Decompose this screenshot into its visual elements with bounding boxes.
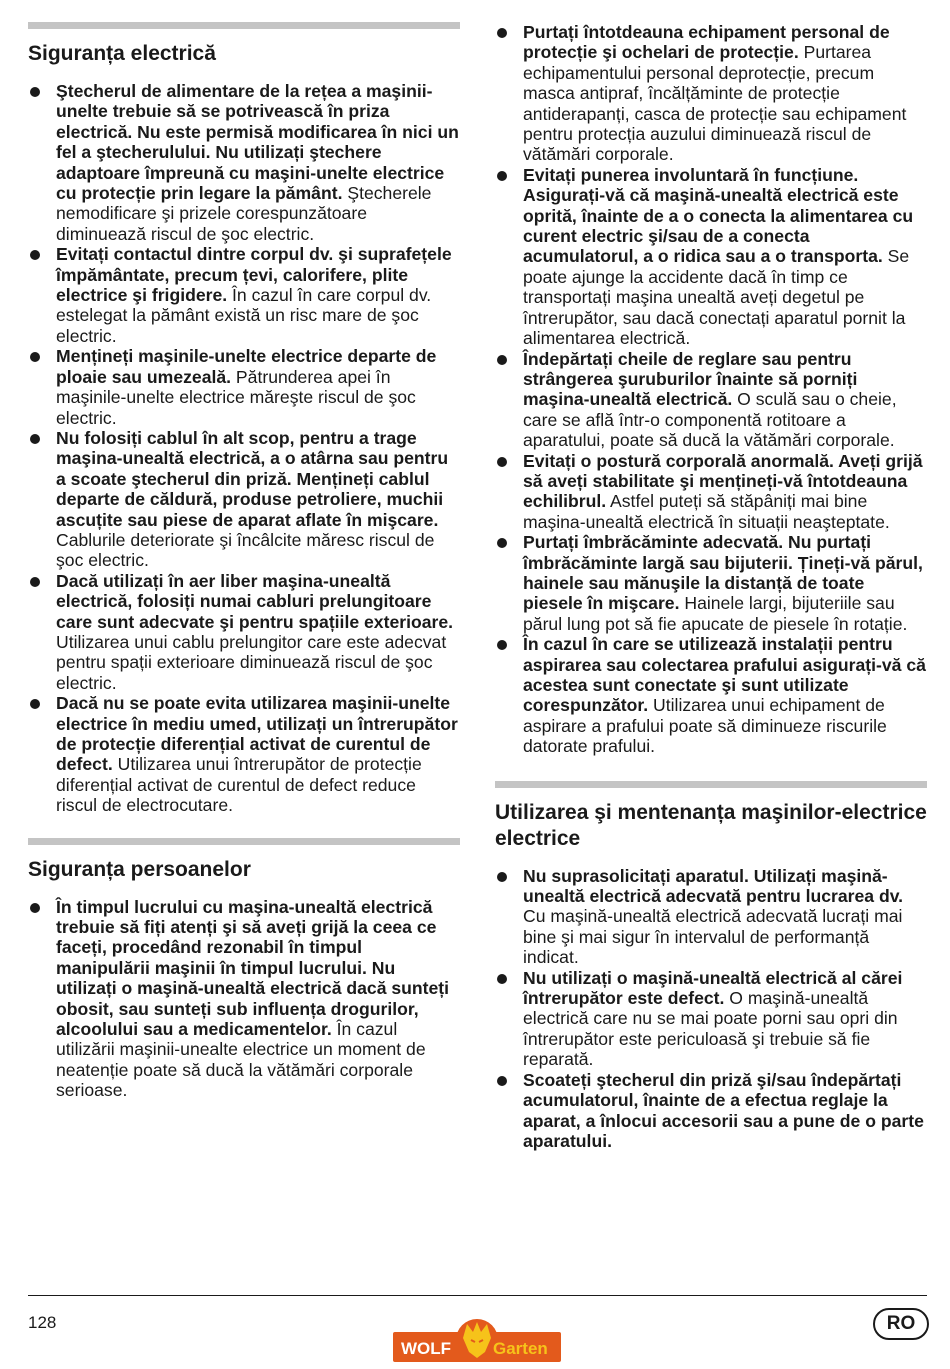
item-normal-text: O maşină-unealtă electrică care nu se mai poate porni sau opri din întrerupător este periculoasă şi trebuie să fie reparată. xyxy=(523,988,898,1070)
item-bold-text: În cazul în care se utilizează instalații pentru aspirarea sau colectarea prafului asigurați-vă că acestea sunt conectate şi sunt utilizate corespunzător. xyxy=(523,634,926,716)
wolf-garten-logo-graphic xyxy=(393,1318,561,1364)
list-item xyxy=(495,634,927,756)
section-title-use-and-maintenance: Utilizarea şi mentenanța maşinilor-electrice electrice xyxy=(495,800,927,850)
item-bold-text: Evitați contactul dintre corpul dv. şi suprafețele împământate, precum țevi, calorifere, plite electrice şi frigidere. xyxy=(56,244,452,306)
item-normal-text: Purtarea echipamentului personal deprotecție, precum masca antipraf, încălțăminte de protecție antiderapanți, casca de protecție sau echipament pentru protecția auzului diminuează riscul de vătămări corporale. xyxy=(523,42,907,165)
item-normal-text: Utilizarea unui cablu prelungitor care este adecvat pentru spații exterioare diminuează riscul de şoc electric. xyxy=(56,631,447,693)
logo-left-text: WOLF xyxy=(401,1339,452,1358)
bullet-icon xyxy=(497,974,507,984)
bullet-icon xyxy=(30,250,40,260)
item-bold-text: În timpul lucrului cu maşina-unealtă electrică trebuie să fiți atenți şi să aveți grijă la ceea ce faceți, procedând rezonabil în timpul manipulării maşinii în timpul lucrului. Nu utilizați o maşină-unealtă electrică dacă sunteți obosit, sau sunteți sub influența drogurilor, alcoolului sau a medicamentelor. xyxy=(56,896,450,1040)
section-title-electrical-safety: Siguranța electrică xyxy=(28,42,216,65)
section-title-personal-safety: Siguranța persoanelor xyxy=(28,857,251,881)
item-bold-text: Îndepărtați cheile de reglare sau pentru strângerea şuruburilor înainte să porniți maşina-unealtă electrică. xyxy=(523,348,858,410)
item-bold-text: Purtați îmbrăcăminte adecvată. Nu purtați îmbrăcăminte largă sau bijuterii. Țineți-vă părul, hainele sau mănuşile la distanță de toate piesele în mişcare. xyxy=(523,532,923,614)
logo-right-text: Garten xyxy=(493,1339,548,1358)
item-bold-text: Nu folosiți cablul în alt scop, pentru a trage maşina-unealtă electrică, a o atârna sau pentru a scoate ştecherul din priză. Mențineți cablul departe de căldură, produse petroliere, muchii ascuțite sau piese de aparat aflate în mişcare. xyxy=(56,427,449,530)
bullet-icon xyxy=(497,640,507,650)
bullet-icon xyxy=(30,699,40,709)
section-rule xyxy=(28,838,460,845)
page-number: 128 xyxy=(28,1313,57,1332)
list-item xyxy=(495,165,927,349)
bullet-icon xyxy=(30,352,40,362)
bullet-icon xyxy=(30,577,40,587)
language-badge: RO xyxy=(873,1308,929,1340)
list-item xyxy=(495,532,927,634)
bullet-icon xyxy=(497,872,507,882)
item-normal-text: În cazul utilizării maşinii-unealte electrice un moment de neatenție poate să ducă la vătămări corporale serioase. xyxy=(56,1019,426,1101)
right-column xyxy=(495,22,927,1151)
bullet-icon xyxy=(30,434,40,444)
item-normal-text: Cablurile deteriorate şi încâlcite măresc riscul de şoc electric. xyxy=(56,529,435,571)
item-bold-text: Dacă utilizați în aer liber maşina-unealtă electrică, folosiți numai cabluri prelungitoare care sunt adecvate şi pentru spațiile exterioare. xyxy=(56,570,454,632)
bullet-icon xyxy=(497,355,507,365)
list-item xyxy=(495,451,927,533)
item-normal-text: Pătrunderea apei în maşinile-unelte electrice măreşte riscul de şoc electric. xyxy=(56,366,416,428)
item-bold-text: Scoateți ştecherul din priză şi/sau îndepărtați acumulatorul, înainte de a efectua reglaje la aparat, a înlocui accesorii sau a pune de o parte aparatului. xyxy=(523,1069,924,1151)
bullet-icon xyxy=(30,903,40,913)
item-normal-text: O sculă sau o cheie, care se află într-o componentă rotitoare a aparatului, poate să ducă la vătămări corporale. xyxy=(523,389,897,451)
list-item xyxy=(495,349,927,451)
bullet-icon xyxy=(497,171,507,181)
item-normal-text: Utilizarea unui întrerupător de protecție diferențial activat de curentul de defect reduce riscul de electrocutare. xyxy=(56,754,422,816)
list-item xyxy=(28,346,460,428)
item-normal-text: Utilizarea unui echipament de aspirare a prafului poate să diminueze riscurile datorate prafului. xyxy=(523,695,887,757)
list-item xyxy=(495,1070,927,1152)
item-bold-text: Purtați întotdeauna echipament personal de protecție şi ochelari de protecție. xyxy=(523,22,890,63)
item-normal-text: Astfel puteți să stăpâniți mai bine maşina-unealtă electrică în situații neaşteptate. xyxy=(523,491,890,532)
item-bold-text: Evitați o postură corporală anormală. Aveți grijă să aveți stabilitate şi mențineți-vă întotdeauna echilibrul. xyxy=(523,450,923,512)
bullet-icon xyxy=(497,1076,507,1086)
item-bold-text: Nu utilizați o maşină-unealtă electrică al cărei întrerupător este defect. xyxy=(523,967,903,1009)
bullet-icon xyxy=(30,87,40,97)
item-normal-text: Ştecherele nemodificare şi prizele corespunzătoare diminuează riscul de şoc electric. xyxy=(56,183,432,244)
list-item xyxy=(28,897,460,1101)
item-normal-text: Hainele largi, bijuteriile sau părul lung pot să fie apucate de piesele în rotație. xyxy=(523,593,908,634)
footer-divider xyxy=(28,1295,927,1296)
item-bold-text: Ştecherul de alimentare de la rețea a maşinii-unelte trebuie să se potrivească în priza electrică. Nu este permisă modificarea în nici un fel a ştecherulului. Nu utilizați ştechere adaptoare împreună cu maşini-unelte electrice cu protecție prin legare la pământ. xyxy=(56,81,459,204)
item-normal-text: În cazul în care corpul dv. estelegat la pământ există un risc mare de şoc electric. xyxy=(56,285,432,346)
section-rule xyxy=(495,781,927,788)
list-item xyxy=(28,428,460,571)
item-bold-text: Evitați punerea involuntară în funcțiune. Asigurați-vă că maşină-unealtă electrică este oprită, înainte de a o conecta la alimentarea cu curent electric şi/sau de a conecta acumulatorul, a o ridica sau a o transporta. xyxy=(523,164,914,267)
bullet-icon xyxy=(497,28,507,38)
list-item xyxy=(495,968,927,1070)
item-bold-text: Nu suprasolicitați aparatul. Utilizați maşină-unealtă electrică adecvată pentru lucrarea dv. xyxy=(523,865,904,907)
item-bold-text: Dacă nu se poate evita utilizarea maşinii-unelte electrice în mediu umed, utilizați un întrerupător de protecție diferențial activat de curentul de defect. xyxy=(56,693,458,775)
bullet-icon xyxy=(497,457,507,467)
list-item xyxy=(28,244,460,346)
list-item xyxy=(28,571,460,693)
wolf-garten-logo xyxy=(393,1318,561,1364)
list-item xyxy=(495,22,927,165)
left-column xyxy=(28,22,460,1101)
section-rule xyxy=(28,22,460,29)
bullet-icon xyxy=(497,538,507,548)
list-item xyxy=(28,81,460,244)
list-item xyxy=(28,693,460,815)
list-item xyxy=(495,866,927,968)
item-bold-text: Mențineți maşinile-unelte electrice departe de ploaie sau umezeală. xyxy=(56,346,437,387)
item-normal-text: Cu maşină-unealtă electrică adecvată lucrați mai bine şi mai sigur în intervalul de performanță indicat. xyxy=(523,906,903,968)
item-normal-text: Se poate ajunge la accidente dacă în timp ce transportați maşina unealtă aveți degetul pe întrerupător, sau dacă conectați aparatul pornit la alimentarea electrică. xyxy=(523,246,910,349)
